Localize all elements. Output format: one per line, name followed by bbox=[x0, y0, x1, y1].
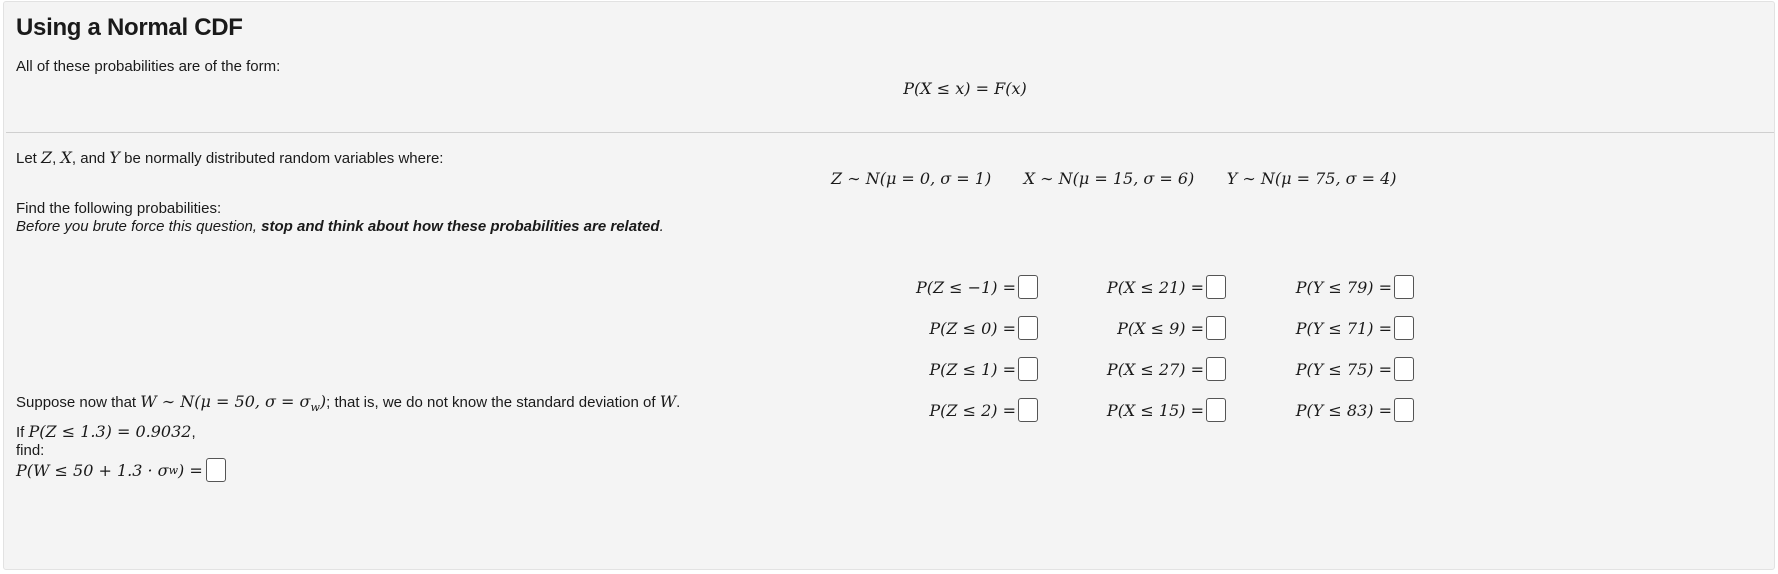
prob-label: P(X ≤ 27) = bbox=[1106, 359, 1204, 379]
prob-label: P(Z ≤ 2) = bbox=[929, 400, 1016, 420]
let-comma1: , bbox=[52, 150, 61, 167]
final-math: P(W ≤ 50 + 1.3 · σ bbox=[16, 460, 169, 480]
hint-plain: Before you brute force this question, bbox=[16, 218, 262, 235]
var-x: X bbox=[60, 148, 72, 167]
var-y: Y bbox=[109, 148, 120, 167]
suppose-math-close: ) bbox=[319, 392, 327, 411]
intro-text: All of these probabilities are of the form: bbox=[16, 58, 281, 75]
find-label: Find the following probabilities: bbox=[16, 200, 222, 217]
prob-cell bbox=[908, 356, 1038, 382]
divider bbox=[6, 132, 1774, 133]
hint-bold: stop and think about how these probabilities are related bbox=[261, 218, 660, 235]
let-prefix: Let bbox=[16, 150, 42, 167]
distributions bbox=[831, 169, 1397, 189]
suppose-suffix: ; that is, we do not know the standard deviation of bbox=[326, 394, 660, 411]
answer-input[interactable] bbox=[1394, 316, 1414, 340]
var-w: W bbox=[659, 392, 677, 411]
answer-input[interactable] bbox=[1018, 316, 1038, 340]
prob-label: P(Y ≤ 83) = bbox=[1295, 400, 1392, 420]
prob-cell bbox=[1254, 315, 1414, 341]
prob-cell bbox=[908, 315, 1038, 341]
dist-y: Y ∼ N(μ = 75, σ = 4) bbox=[1226, 169, 1397, 188]
suppose-text bbox=[16, 392, 680, 414]
prob-cell bbox=[908, 397, 1038, 423]
prob-cell bbox=[1066, 274, 1226, 300]
form-equation: P(X ≤ x) = F(x) bbox=[903, 79, 1027, 98]
final-subscript: w bbox=[168, 463, 179, 477]
answer-input[interactable] bbox=[1394, 275, 1414, 299]
prob-label: P(Z ≤ −1) = bbox=[915, 277, 1016, 297]
if-math: P(Z ≤ 1.3) = 0.9032 bbox=[28, 422, 192, 441]
prob-label: P(X ≤ 15) = bbox=[1106, 400, 1204, 420]
prob-label: P(Y ≤ 79) = bbox=[1295, 277, 1392, 297]
answer-input[interactable] bbox=[1206, 357, 1226, 381]
answer-input[interactable] bbox=[1206, 316, 1226, 340]
let-suffix: be normally distributed random variables where: bbox=[119, 150, 444, 167]
probability-grid bbox=[908, 274, 1414, 423]
question-card bbox=[3, 1, 1775, 570]
prob-label: P(Z ≤ 1) = bbox=[929, 359, 1016, 379]
prob-cell bbox=[1254, 356, 1414, 382]
dist-z: Z ∼ N(μ = 0, σ = 1) bbox=[831, 169, 992, 188]
final-math-close: ) = bbox=[178, 460, 203, 480]
final-answer-input[interactable] bbox=[206, 458, 226, 482]
prob-cell bbox=[1254, 274, 1414, 300]
prob-label: P(Y ≤ 75) = bbox=[1295, 359, 1392, 379]
answer-input[interactable] bbox=[1206, 398, 1226, 422]
prob-label: P(X ≤ 9) = bbox=[1117, 318, 1204, 338]
answer-input[interactable] bbox=[1018, 398, 1038, 422]
prob-label: P(X ≤ 21) = bbox=[1106, 277, 1204, 297]
form-equation-row bbox=[4, 79, 1776, 98]
page-title: Using a Normal CDF bbox=[16, 14, 243, 41]
suppose-math: W ∼ N(μ = 50, σ = σ bbox=[140, 392, 311, 411]
dist-x: X ∼ N(μ = 15, σ = 6) bbox=[1023, 169, 1195, 188]
let-comma2: , and bbox=[71, 150, 110, 167]
answer-input[interactable] bbox=[1018, 357, 1038, 381]
prob-cell bbox=[1066, 315, 1226, 341]
prob-label: P(Z ≤ 0) = bbox=[929, 318, 1016, 338]
answer-input[interactable] bbox=[1394, 357, 1414, 381]
let-text bbox=[16, 148, 443, 167]
answer-input[interactable] bbox=[1018, 275, 1038, 299]
prob-cell bbox=[1066, 356, 1226, 382]
hint-text bbox=[16, 218, 664, 235]
prob-cell bbox=[1066, 397, 1226, 423]
final-question bbox=[16, 458, 226, 482]
prob-cell bbox=[1254, 397, 1414, 423]
var-z: Z bbox=[41, 148, 53, 167]
suppose-period: . bbox=[676, 394, 681, 411]
hint-end: . bbox=[659, 218, 664, 235]
suppose-prefix: Suppose now that bbox=[16, 394, 141, 411]
if-comma: , bbox=[191, 424, 196, 441]
answer-input[interactable] bbox=[1206, 275, 1226, 299]
prob-label: P(Y ≤ 71) = bbox=[1295, 318, 1392, 338]
prob-cell bbox=[908, 274, 1038, 300]
if-text bbox=[16, 422, 196, 441]
suppose-subscript: w bbox=[310, 401, 320, 414]
find-text: find: bbox=[16, 442, 45, 459]
answer-input[interactable] bbox=[1394, 398, 1414, 422]
if-prefix: If bbox=[16, 424, 29, 441]
